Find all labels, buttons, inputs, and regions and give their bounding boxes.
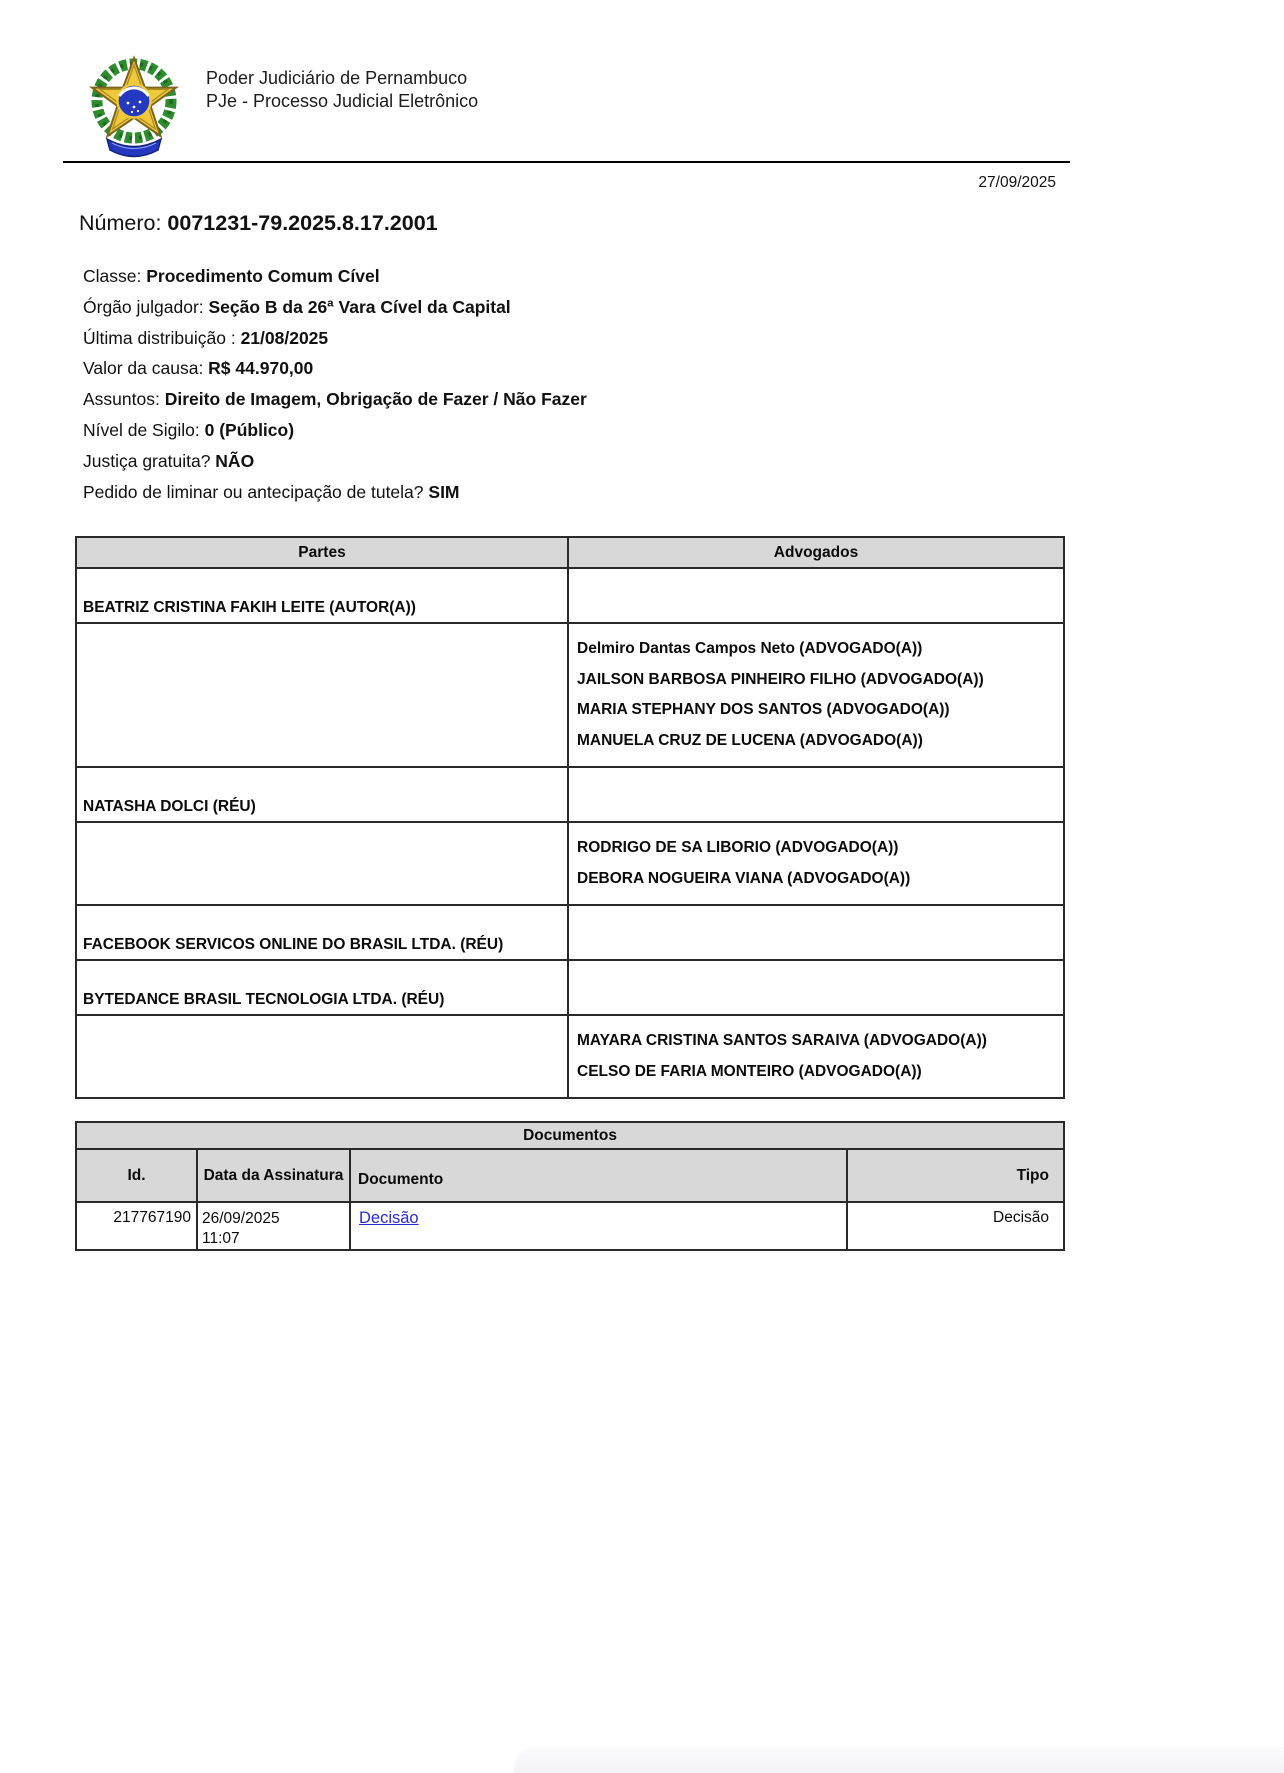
documento-row	[76, 1202, 1064, 1250]
partes-table	[75, 536, 1065, 1099]
advogado-name: MAYARA CRISTINA SANTOS SARAIVA (ADVOGADO(A))	[577, 1032, 987, 1050]
field-valor-value: R$ 44.970,00	[208, 358, 314, 379]
field-valor-causa	[83, 353, 1070, 384]
documentos-title: Documentos	[76, 1122, 1064, 1149]
process-number-line	[79, 211, 1070, 236]
header-divider	[63, 161, 1070, 163]
parte-reu-2: FACEBOOK SERVICOS ONLINE DO BRASIL LTDA. (RÉU)	[76, 905, 568, 960]
documento-id: 217767190	[76, 1202, 197, 1250]
field-nivel-sigilo	[83, 415, 1070, 446]
empty-cell	[76, 623, 568, 767]
table-row	[76, 1015, 1064, 1098]
parte-autor: BEATRIZ CRISTINA FAKIH LEITE (AUTOR(A))	[76, 568, 568, 623]
advogado-name: Delmiro Dantas Campos Neto (ADVOGADO(A))	[577, 640, 923, 658]
field-pedido-liminar	[83, 477, 1070, 508]
empty-cell	[76, 822, 568, 905]
documentos-header-row	[76, 1149, 1064, 1202]
partes-header-row	[76, 537, 1064, 568]
field-classe-value: Procedimento Comum Cível	[146, 266, 380, 286]
documento-data-assinatura	[197, 1202, 350, 1250]
advogado-name: RODRIGO DE SA LIBORIO (ADVOGADO(A))	[577, 839, 899, 857]
documento-hora: 11:07	[202, 1230, 240, 1248]
field-gratuita-value: NÃO	[215, 450, 255, 471]
advogado-name: DEBORA NOGUEIRA VIANA (ADVOGADO(A))	[577, 869, 911, 887]
document-header	[88, 55, 1070, 160]
data-assinatura-column-header: Data da Assinatura	[197, 1149, 350, 1202]
empty-cell	[76, 1015, 568, 1098]
header-org-line2: PJe - Processo Judicial Eletrônico	[206, 91, 479, 111]
field-valor-label: Valor da causa:	[83, 358, 209, 379]
table-row	[76, 767, 1064, 822]
field-justica-gratuita	[83, 446, 1070, 477]
documento-data: 26/09/2025	[202, 1210, 280, 1228]
process-number-value: 0071231-79.2025.8.17.2001	[167, 211, 438, 235]
field-liminar-value: SIM	[428, 481, 460, 502]
documento-tipo: Decisão	[847, 1202, 1064, 1250]
process-number-label: Número:	[79, 211, 168, 235]
brazil-coat-of-arms-icon	[88, 55, 180, 160]
field-orgao-julgador	[83, 292, 1070, 323]
empty-cell	[568, 960, 1064, 1015]
process-fields	[83, 261, 1070, 507]
print-date: 27/09/2025	[978, 174, 1056, 191]
advogado-name: CELSO DE FARIA MONTEIRO (ADVOGADO(A))	[577, 1062, 922, 1080]
field-liminar-label: Pedido de liminar ou antecipação de tutela?	[83, 481, 429, 502]
field-distribuicao-label: Última distribuição :	[83, 327, 241, 348]
parte-reu-1: NATASHA DOLCI (RÉU)	[76, 767, 568, 822]
advogados-reu-3	[568, 1015, 1064, 1098]
field-sigilo-value: 0 (Público)	[204, 419, 295, 440]
field-assuntos-label: Assuntos:	[83, 389, 165, 410]
table-row	[76, 960, 1064, 1015]
field-orgao-value: Seção B da 26ª Vara Cível da Capital	[208, 296, 511, 317]
field-ultima-distribuicao	[83, 323, 1070, 354]
table-row	[76, 905, 1064, 960]
table-row	[76, 623, 1064, 767]
field-classe-label: Classe:	[83, 266, 147, 286]
field-distribuicao-value: 21/08/2025	[240, 327, 329, 348]
advogado-name: JAILSON BARBOSA PINHEIRO FILHO (ADVOGADO(A))	[577, 670, 984, 688]
empty-cell	[568, 905, 1064, 960]
documento-cell	[350, 1202, 847, 1250]
id-column-header: Id.	[76, 1149, 197, 1202]
documento-link[interactable]: Decisão	[359, 1209, 419, 1228]
empty-cell	[568, 568, 1064, 623]
advogado-name: MANUELA CRUZ DE LUCENA (ADVOGADO(A))	[577, 731, 923, 749]
empty-cell	[568, 767, 1064, 822]
header-org-text	[206, 55, 478, 113]
table-row	[76, 822, 1064, 905]
advogado-name: MARIA STEPHANY DOS SANTOS (ADVOGADO(A))	[577, 701, 950, 719]
table-row	[76, 568, 1064, 623]
documentos-title-row	[76, 1122, 1064, 1149]
viewer-bottom-bar	[514, 1747, 1284, 1773]
header-org-line1: Poder Judiciário de Pernambuco	[206, 68, 468, 88]
advogados-column-header: Advogados	[568, 537, 1064, 568]
field-sigilo-label: Nível de Sigilo:	[83, 419, 205, 440]
field-assuntos-value: Direito de Imagem, Obrigação de Fazer / Não Fazer	[164, 389, 587, 410]
advogados-reu-1	[568, 822, 1064, 905]
parte-reu-3: BYTEDANCE BRASIL TECNOLOGIA LTDA. (RÉU)	[76, 960, 568, 1015]
advogados-autor	[568, 623, 1064, 767]
partes-column-header: Partes	[76, 537, 568, 568]
field-classe	[83, 261, 1070, 292]
field-assuntos	[83, 384, 1070, 415]
documentos-table	[75, 1121, 1065, 1251]
document-page	[63, 0, 1070, 1251]
field-gratuita-label: Justiça gratuita?	[83, 450, 216, 471]
field-orgao-label: Órgão julgador:	[83, 296, 209, 317]
documento-column-header: Documento	[350, 1149, 847, 1202]
tipo-column-header: Tipo	[847, 1149, 1064, 1202]
